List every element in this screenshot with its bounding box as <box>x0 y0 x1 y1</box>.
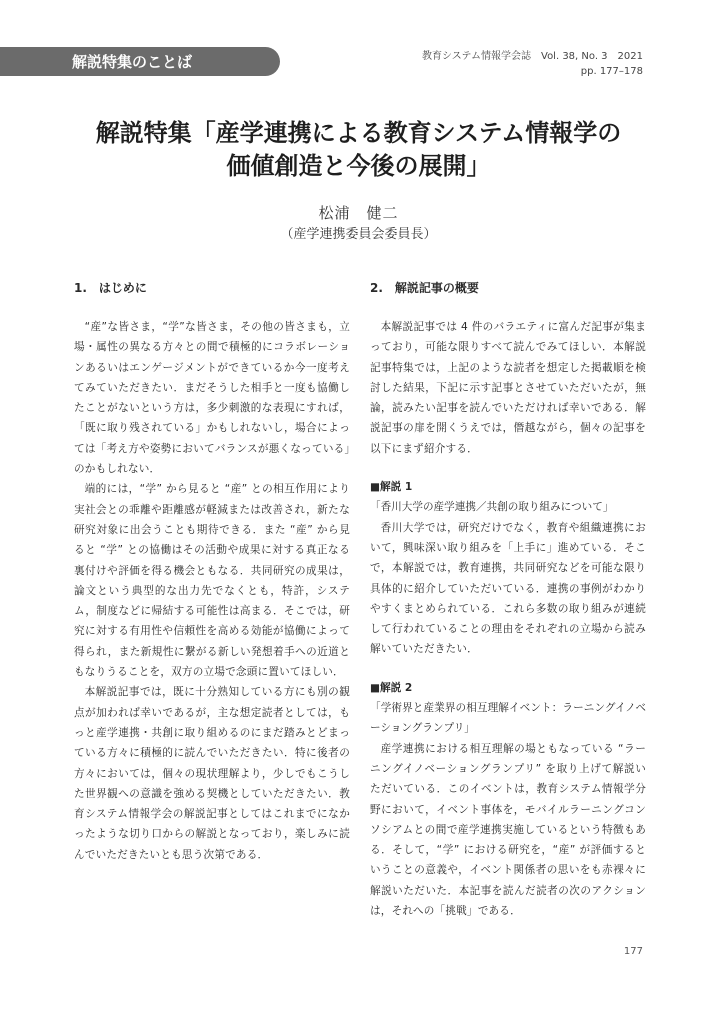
author-name: 松浦 健二 <box>318 204 399 222</box>
section-2-heading: 2. 解説記事の概要 <box>370 281 479 295</box>
section-1-heading: 1. はじめに <box>74 281 147 295</box>
section-1-paragraph: “産”な皆さま，“学”な皆さま，その他の皆さまも，立場・属性の異なる方々との間で積極的にコラボレーションあるいはエンゲージメントができているか今一度考えてみていただきたい．まだそうした相手と一度も協働したことがないという方は，多少刺激的な表現にすれば，「既に取り残されている」かもしれないし，場合によっては「考え方や姿勢においてバランスが悪くなっている」のかもしれない． <box>74 321 350 476</box>
commentary-1-body: 香川大学では，研究だけでなく，教育や組織連携において，興味深い取り組みを「上手に」進めている．そこで，本解説では，教育連携，共同研究などを可能な限り具体的に紹介していただいている．連携の事例がわかりやすくまとめられている．これら多数の取り組みが連続して行われていることの理由をそれぞれの立場から読み解いていただきたい． <box>370 521 646 656</box>
article-title <box>0 117 717 183</box>
journal-pages: pp. 177–178 <box>580 66 643 77</box>
section-banner <box>0 47 280 76</box>
section-1-paragraph: 端的には，“学” から見ると “産” との相互作用により実社会との乖離や距離感が軽減または改善され，新たな研究対象に出会うことも期待できる．また “産” から見ると “学” との協働はその活動や成果に対する真正なる裏付けや評価を得る機会ともなる．共同研究の成果は，論文という典型的な出力先でなくとも，特許，システム，制度などに帰結する可能性は高まる．そこでは，研究に対する有用性や信頼性を高める効能が協働によって得られ，また新規性に繋がる新しい発想着手への近道ともなりうることを，双方の立場で念頭に置いてほしい． <box>74 483 350 679</box>
commentary-2-label: ■解説 2 <box>370 681 413 694</box>
commentary-2-body: 産学連携における相互理解の場ともなっている “ラーニングイノベーショングランプリ” を取り上げて解説いただいている．このイベントは，教育システム情報学分野において，イベント事体を，モバイルラーニングコンソシアムとの間で産学連携実施しているという特徴もある．そして，“学” における研究を，“産” が評価するということの意義や，イベント関係者の思いをも赤裸々に解説いただいた．本記事を読んだ読者の次のアクションは，それへの「挑戦」である． <box>370 742 646 918</box>
section-1-paragraph: 本解説記事では，既に十分熟知している方にも別の観点が加われば幸いであるが，主な想定読者としては，もっと産学連携・共創に取り組めるのにまだ踏みとどまっている方々に積極的に読んでいただきたい．特に後者の方々においては，個々の現状理解より，少しでもこうした世界観への意識を強める契機としていただきたい．教育システム情報学会の解説記事としてはこれまでになかったような切り口からの解説となっており，楽しみに読んでいただきたいとも思う次第である． <box>74 686 350 861</box>
title-line-2: 価値創造と今後の展開」 <box>226 152 491 180</box>
commentary-2-title: 「学術界と産業界の相互理解イベント：ラーニングイノベーショングランプリ」 <box>370 702 646 735</box>
commentary-1-label: ■解説 1 <box>370 481 413 494</box>
commentary-1-title: 「香川大学の産学連携／共創の取り組みについて」 <box>370 501 614 514</box>
banner-label: 解説特集のことば <box>72 53 193 71</box>
right-column <box>370 280 646 921</box>
author-affiliation: （産学連携委員会委員長） <box>280 227 437 242</box>
journal-info <box>422 49 643 79</box>
left-column <box>74 280 350 865</box>
section-2-intro: 本解説記事では 4 件のバラエティに富んだ記事が集まっており，可能な限りすべて読んでみてほしい．本解説記事特集では，上記のような読者を想定した掲載順を検討した結果，下記に示す記事とさせていただいたが，無論，読みたい記事を読んでいただければ幸いである．解説記事の扉を開くうえでは，僭越ながら，個々の記事を以下にまず紹介する． <box>370 321 646 455</box>
title-line-1: 解説特集「産学連携による教育システム情報学の <box>95 119 622 147</box>
journal-volume: 教育システム情報学会誌 Vol. 38, No. 3 2021 <box>422 51 643 62</box>
page-number: 177 <box>623 946 643 957</box>
